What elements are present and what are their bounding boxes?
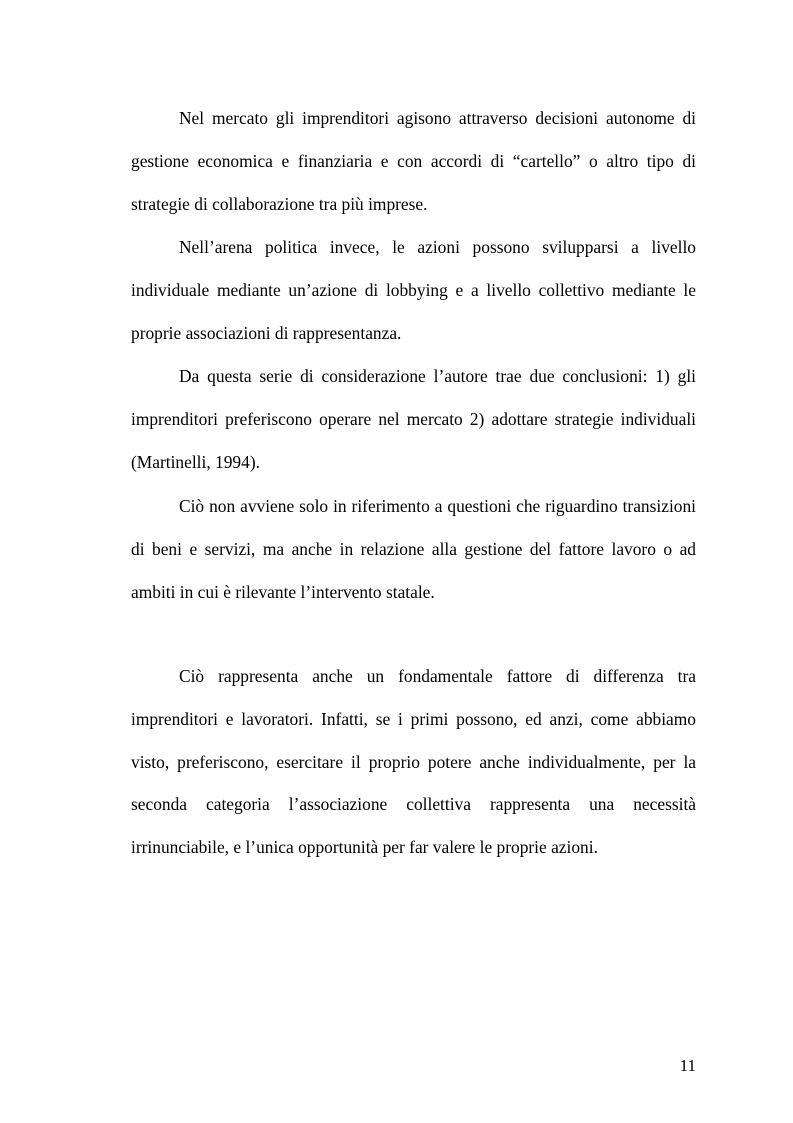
paragraph-workers-difference: Ciò rappresenta anche un fondamentale fattore di differenza tra imprenditori e lavoratori. Infatti, se i primi possono, ed anzi, come abbiamo visto, preferiscono, esercitare il proprio potere anche individualmente, per la seconda categoria l’associazione collettiva rappresenta una necessità irrinunciabile, e l’unica opportunità per far valere le proprie azioni. [131, 666, 696, 858]
paragraph-author-conclusions: Da questa serie di considerazione l’autore trae due conclusioni: 1) gli imprenditori preferiscono operare nel mercato 2) adottare strategie individuali (Martinelli, 1994). [131, 366, 696, 472]
paragraph-political-arena: Nell’arena politica invece, le azioni possono svilupparsi a livello individuale mediante un’azione di lobbying e a livello collettivo mediante le proprie associazioni di rappresentanza. [131, 237, 696, 343]
paragraph-market-strategies: Nel mercato gli imprenditori agisono attraverso decisioni autonome di gestione economica e finanziaria e con accordi di “cartello” o altro tipo di strategie di collaborazione tra più imprese. [131, 108, 696, 214]
paragraph-goods-services: Ciò non avviene solo in riferimento a questioni che riguardino transizioni di beni e servizi, ma anche in relazione alla gestione del fattore lavoro o ad ambiti in cui è rilevante l’intervento statale. [131, 496, 696, 602]
page-number: 11 [679, 1056, 696, 1075]
